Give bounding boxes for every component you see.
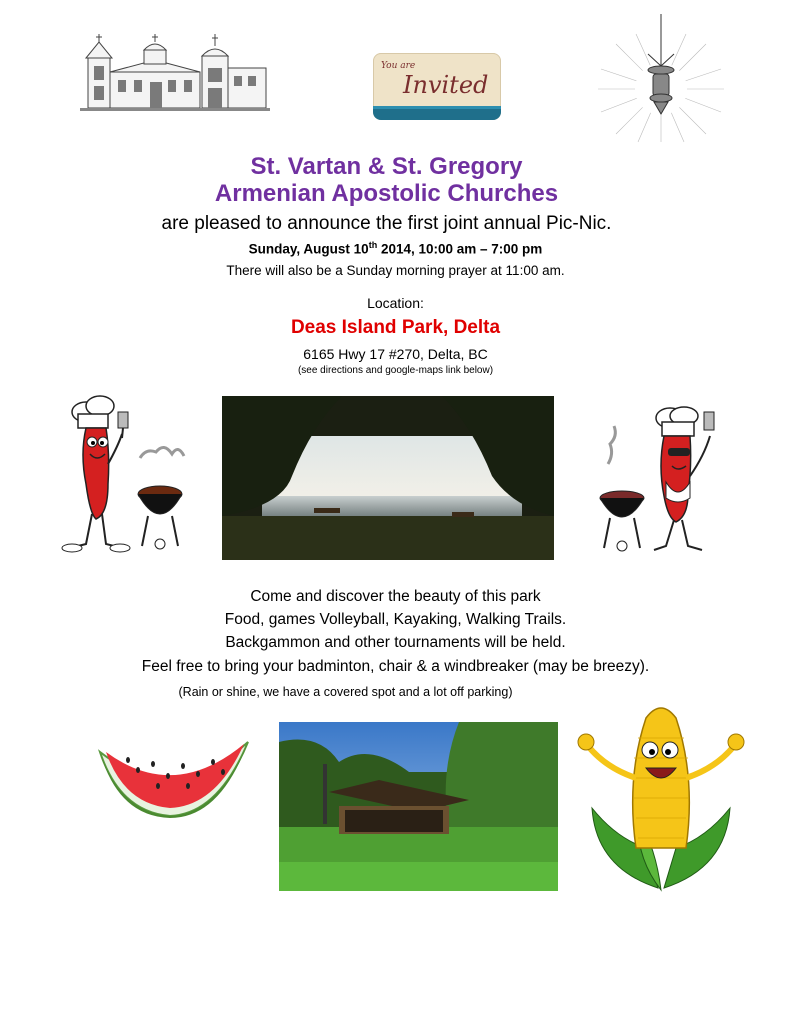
church-subtitle: Armenian Apostolic Churches	[214, 180, 559, 207]
rain-note: (Rain or shine, we have a covered spot and a lot off parking)	[178, 685, 513, 699]
invitation-card	[373, 53, 501, 120]
invite-small-text: You are	[381, 61, 416, 71]
lantern-illustration	[596, 14, 726, 144]
church-names: St. Vartan & St. Gregory	[250, 153, 523, 180]
hotdog-chef-right-illustration	[592, 406, 727, 556]
details-line-4: Feel free to bring your badminton, chair & a windbreaker (may be breezy).	[141, 658, 650, 675]
park-name: Deas Island Park, Delta	[290, 317, 501, 338]
hotdog-chef-left-illustration	[56, 394, 196, 559]
details-line-3: Backgammon and other tournaments will be held.	[225, 634, 566, 651]
picnic-shelter-photo	[279, 722, 558, 891]
details-line-2: Food, games Volleyball, Kayaking, Walking Trails.	[224, 611, 567, 628]
invite-band	[373, 106, 501, 120]
prayer-note: There will also be a Sunday morning prayer at 11:00 am.	[226, 263, 565, 278]
announcement: are pleased to announce the first joint annual Pic-Nic.	[161, 213, 612, 234]
date-text: Sunday, August 10	[248, 241, 369, 257]
event-date	[0, 240, 791, 257]
watermelon-illustration	[98, 740, 250, 818]
church-illustration	[80, 32, 270, 112]
date-ordinal: th	[368, 240, 378, 250]
details-line-1: Come and discover the beauty of this park	[250, 588, 541, 605]
date-time: 2014, 10:00 am – 7:00 pm	[377, 241, 543, 257]
invite-big-text: Invited	[403, 71, 489, 99]
park-lake-photo	[222, 396, 554, 560]
directions-note: (see directions and google-maps link below)	[297, 365, 494, 376]
corn-illustration	[576, 698, 746, 894]
park-address: 6165 Hwy 17 #270, Delta, BC	[303, 346, 488, 362]
location-label: Location:	[367, 295, 424, 311]
